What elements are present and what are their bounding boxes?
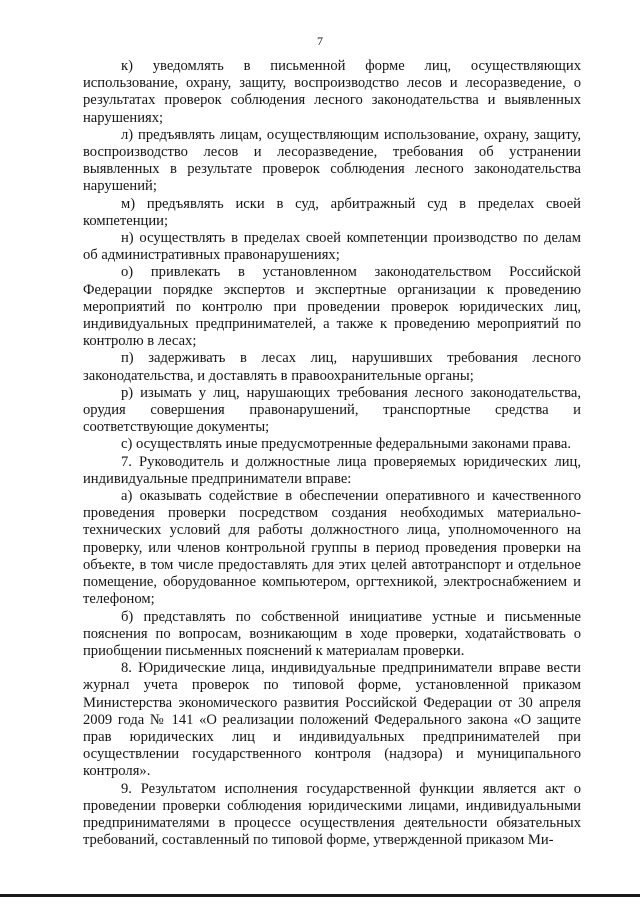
page-number: 7	[317, 34, 323, 48]
scan-bottom-edge	[0, 894, 640, 897]
paragraph-r: р) изымать у лиц, нарушающих требования лесного законодательства, орудия совершения правонарушений, транспортные средства и соответствующие документы;	[83, 384, 581, 436]
paragraph-s: с) осуществлять иные предусмотренные федеральными законами права.	[121, 436, 571, 453]
paragraph-7: 7. Руководитель и должностные лица проверяемых юридических лиц, индивидуальные предприниматели вправе:	[83, 453, 581, 487]
paragraph-b: б) представлять по собственной инициативе устные и письменные пояснения по вопросам, возникающим в ходе проверки, ходатайствовать о приобщении письменных пояснений к материалам проверки.	[83, 608, 581, 659]
document-body	[83, 58, 581, 849]
paragraph-m: м) предъявлять иски в суд, арбитражный суд в пределах своей компетенции;	[83, 195, 581, 229]
paragraph-8: 8. Юридические лица, индивидуальные предприниматели вправе вести журнал учета проверок по типовой форме, установленной приказом Министерства экономического развития Российской Федерации от 30 апреля 2009 года № 141 «О реализации положений Федерального закона «О защите прав юридических лиц и индивидуальных предпринимателей при осуществлении государственного контроля (надзора) и муниципального контроля».	[83, 660, 581, 780]
paragraph-9: 9. Результатом исполнения государственной функции является акт о проведении проверки соблюдения юридическими лицами, индивидуальными предпринимателями в процессе осуществления деятельности обязательных требований, составленный по типовой форме, утвержденной приказом Ми-	[83, 780, 581, 849]
paragraph-a: а) оказывать содействие в обеспечении оперативного и качественного проведения проверки посредством создания необходимых материально-технических условий для работы должностного лица, уполномоченного на проверку, или членов контрольной группы в период проведения проверки на объекте, в том числе предоставлять для этих целей автотранспорт и отдельное помещение, оборудованное компьютером, оргтехникой, электроснабжением и телефоном;	[83, 488, 581, 608]
paragraph-p: п) задерживать в лесах лиц, нарушивших требования лесного законодательства, и доставлять в правоохранительные органы;	[83, 350, 581, 384]
paragraph-n: н) осуществлять в пределах своей компетенции производство по делам об административных правонарушениях;	[83, 230, 581, 264]
paragraph-k: к) уведомлять в письменной форме лиц, осуществляющих использование, охрану, защиту, воспроизводство лесов и лесоразведение, о результатах проверок соблюдения лесного законодательства и выявленных нарушениях;	[83, 58, 581, 126]
paragraph-l: л) предъявлять лицам, осуществляющим использование, охрану, защиту, воспроизводство лесов и лесоразведение, требования об устранении выявленных в результате проверок соблюдения лесного законодательства нарушений;	[83, 126, 581, 195]
paragraph-o: о) привлекать в установленном законодательством Российской Федерации порядке экспертов и экспертные организации к проведению мероприятий по контролю при проведении проверок юридических лиц, индивидуальных предпринимателей, а также к проведению мероприятий по контролю в лесах;	[83, 264, 581, 350]
